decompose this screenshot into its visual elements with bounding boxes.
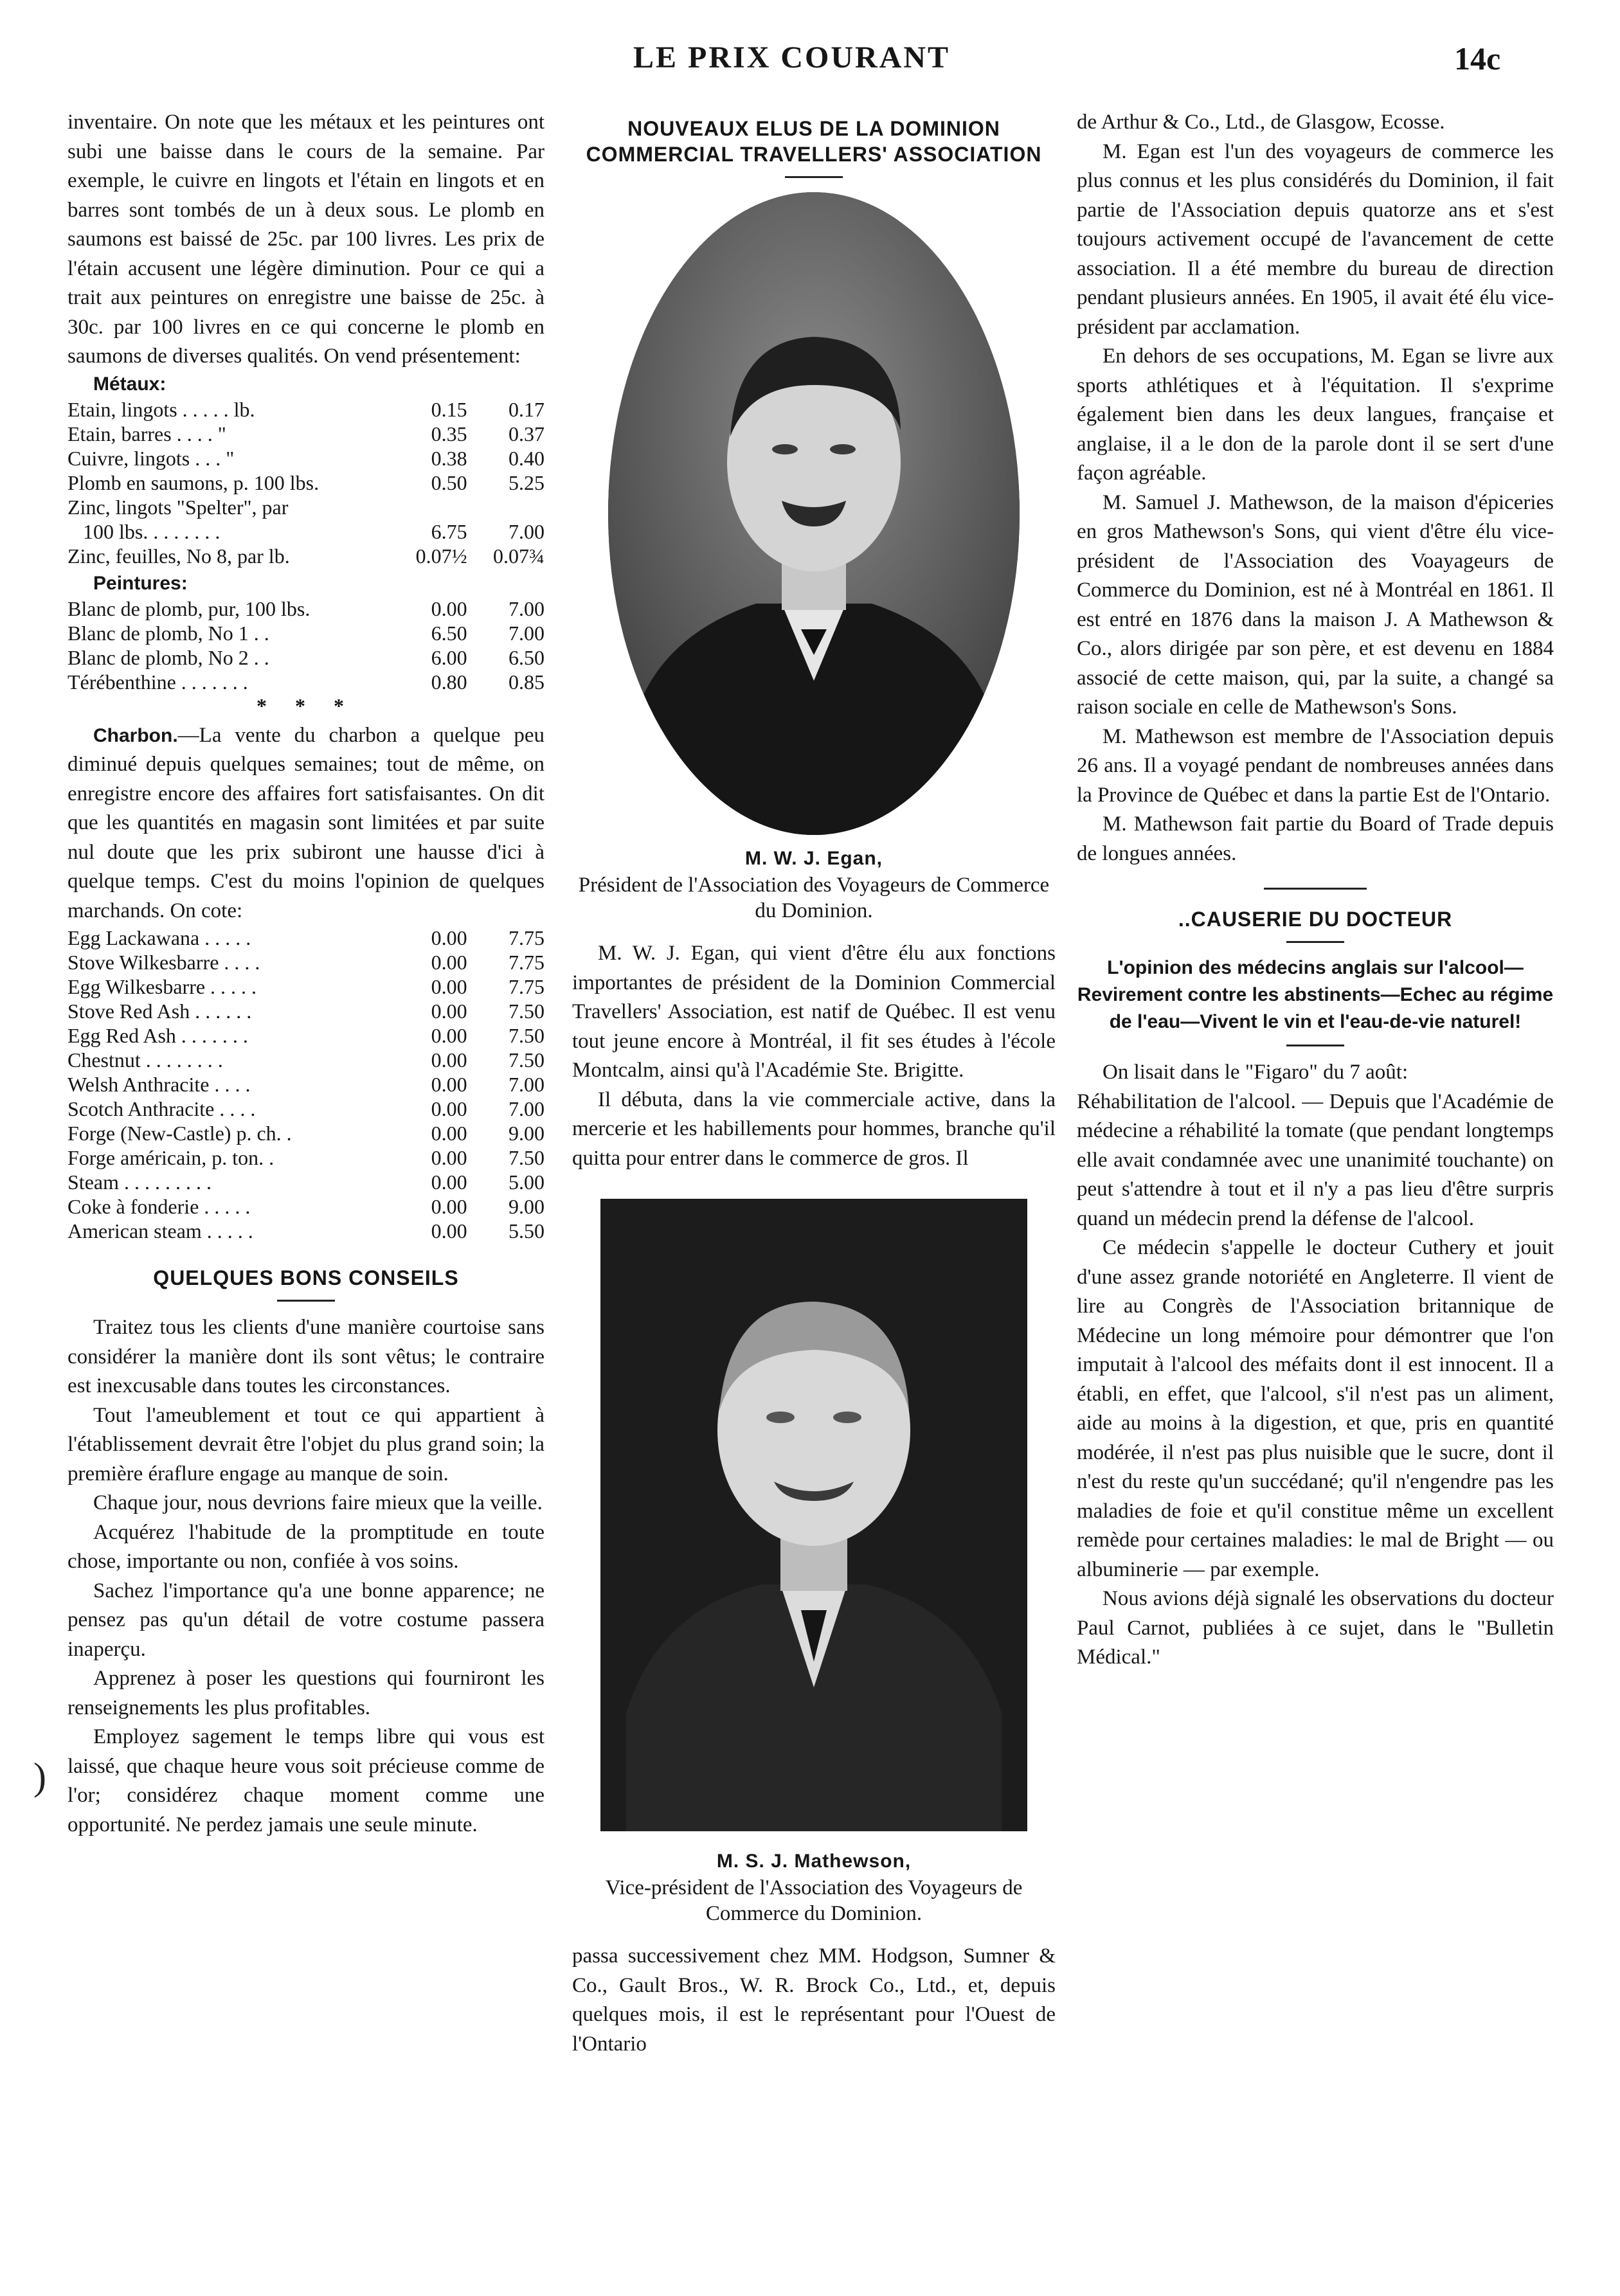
price-row bbox=[68, 670, 544, 694]
price-row bbox=[68, 596, 544, 621]
price-low: 0.35 bbox=[431, 422, 467, 445]
price-row bbox=[68, 950, 544, 974]
price-low: 0.00 bbox=[431, 1122, 467, 1145]
price-low: 0.00 bbox=[431, 926, 467, 949]
article-title: NOUVEAUX ELUS DE LA DOMINION COMMERCIAL TRAVELLERS' ASSOCIATION bbox=[586, 117, 1042, 166]
charbon-paragraph bbox=[68, 721, 544, 926]
price-high: 5.50 bbox=[509, 1219, 544, 1242]
price-item-label: Térébenthine . . . . . . . bbox=[68, 670, 248, 694]
price-item-label: Scotch Anthracite . . . . bbox=[68, 1097, 256, 1120]
price-row bbox=[68, 519, 544, 544]
metaux-price-table bbox=[68, 397, 544, 568]
price-item-label: 100 lbs. . . . . . . . bbox=[68, 519, 221, 543]
price-low: 0.00 bbox=[431, 1195, 467, 1218]
price-item-label: Stove Wilkesbarre . . . . bbox=[68, 951, 260, 974]
price-low bbox=[402, 495, 467, 519]
price-item-label: Cuivre, lingots . . . " bbox=[68, 446, 235, 470]
portrait-egan bbox=[608, 192, 1020, 835]
section-stars: * * * bbox=[256, 694, 356, 717]
peintures-heading: Peintures: bbox=[93, 572, 188, 594]
price-item-label: Egg Wilkesbarre . . . . . bbox=[68, 975, 257, 998]
price-item-label: Stove Red Ash . . . . . . bbox=[68, 1000, 252, 1023]
article-paragraph: En dehors de ses occupations, M. Egan se livre aux sports athlétiques et à l'équitation. Il s'exprime également bien dans les deux langues, française et anglaise, il a le don de la parole dont il se sert d'une façon agréable. bbox=[1077, 345, 1554, 485]
column-right bbox=[1077, 108, 1554, 1673]
egan-caption-role: Président de l'Association des Voyageurs de Commerce du Dominion. bbox=[578, 874, 1050, 922]
article-paragraph: On lisait dans le "Figaro" du 7 août: bbox=[1102, 1061, 1408, 1084]
price-row bbox=[68, 471, 544, 495]
price-item-label: Blanc de plomb, No 2 . . bbox=[68, 645, 269, 669]
conseils-list bbox=[68, 1313, 544, 1840]
price-high: 7.00 bbox=[509, 596, 544, 620]
biography-continued bbox=[1077, 108, 1554, 868]
advice-paragraph: Apprenez à poser les questions qui fourniront les renseignements les plus profitables. bbox=[68, 1667, 544, 1719]
article-paragraph: M. Mathewson fait partie du Board of Trade depuis de longues années. bbox=[1077, 812, 1554, 865]
page-header bbox=[0, 31, 1620, 85]
price-low: 0.00 bbox=[431, 1048, 467, 1072]
mathewson-caption-role: Vice-président de l'Association des Voyageurs de Commerce du Dominion. bbox=[605, 1876, 1023, 1925]
price-low: 0.00 bbox=[431, 1097, 467, 1120]
price-low: 0.00 bbox=[431, 975, 467, 998]
article-paragraph: Ce médecin s'appelle le docteur Cuthery et jouit d'une assez grande notoriété en Angleterre. Il vient de lire au Congrès de l'Association britannique de Médecine un long mémoire pour démontrer que l'on imputait à l'alcool des méfaits dont il est innocent. Il a établi, en effet, que l'alcool, s'il n'est pas un aliment, aide au moins à la digestion, et que, pris en quantité modérée, il n'est pas plus nuisible que le sucre, dont il n'est du reste qu'un succédané; qu'il n'engendre pas les maladies de foie et qu'il constitue même un excellent remède pour certaines maladies: le mal de Bright — ou albuminerie — par exemple. bbox=[1077, 1236, 1554, 1581]
article-paragraph: M. Egan est l'un des voyageurs de commerce les plus connus et les plus considérés du Dominion, il fait partie de l'Association depuis quatorze ans et s'est toujours activement occupé de l'avancement de cette association. Il a été membre du bureau de direction pendant plusieurs années. En 1905, il avait été élu vice-président par acclamation. bbox=[1077, 139, 1554, 339]
advice-paragraph: Acquérez l'habitude de la promptitude en toute chose, importante ou non, confiée à vos soins. bbox=[68, 1520, 544, 1573]
price-item-label: Blanc de plomb, pur, 100 lbs. bbox=[68, 596, 310, 620]
price-row bbox=[68, 645, 544, 670]
price-item-label: Zinc, lingots "Spelter", par bbox=[68, 495, 289, 519]
price-item-label: Etain, barres . . . . " bbox=[68, 422, 226, 445]
price-high: 7.50 bbox=[509, 1024, 544, 1047]
metaux-heading: Métaux: bbox=[93, 373, 166, 395]
price-high bbox=[467, 495, 544, 519]
price-high: 0.17 bbox=[509, 397, 544, 421]
price-row bbox=[68, 926, 544, 950]
egan-article bbox=[572, 939, 1056, 1173]
price-row bbox=[68, 999, 544, 1023]
price-low: 6.75 bbox=[431, 519, 467, 543]
price-high: 0.40 bbox=[509, 446, 544, 470]
price-row bbox=[68, 1072, 544, 1097]
price-high: 7.50 bbox=[509, 1048, 544, 1072]
price-high: 7.00 bbox=[509, 519, 544, 543]
price-item-label: Coke à fonderie . . . . . bbox=[68, 1195, 251, 1218]
title-rule bbox=[277, 1300, 335, 1302]
subtitle-rule bbox=[1286, 1045, 1344, 1046]
price-low: 0.00 bbox=[431, 596, 467, 620]
price-item-label: American steam . . . . . bbox=[68, 1219, 253, 1242]
price-item-label: Chestnut . . . . . . . . bbox=[68, 1048, 223, 1072]
causerie-subtitle: L'opinion des médecins anglais sur l'alcool—Revirement contre les abstinents—Echec au régime de l'eau—Vivent le vin et l'eau-de-vie naturel! bbox=[1077, 957, 1554, 1032]
conseils-title: QUELQUES BONS CONSEILS bbox=[153, 1266, 459, 1289]
price-low: 0.00 bbox=[431, 1146, 467, 1169]
price-low: 0.00 bbox=[431, 1170, 467, 1194]
margin-bracket-mark: ) bbox=[33, 1755, 46, 1798]
price-row bbox=[68, 422, 544, 446]
price-high: 7.00 bbox=[509, 1097, 544, 1120]
price-high: 0.85 bbox=[509, 670, 544, 694]
portrait-mathewson bbox=[600, 1199, 1027, 1831]
price-row bbox=[68, 495, 544, 519]
price-low: 0.00 bbox=[431, 1219, 467, 1242]
journal-title: LE PRIX COURANT bbox=[633, 40, 951, 75]
price-low: 6.50 bbox=[431, 621, 467, 645]
price-high: 6.50 bbox=[509, 645, 544, 669]
charbon-lead: Charbon. bbox=[93, 724, 178, 746]
price-low: 0.00 bbox=[431, 1000, 467, 1023]
charbon-text: —La vente du charbon a quelque peu diminué depuis quelques semaines; tout de même, on enregistre encore des affaires fort satisfaisantes. On dit que les quantités en magasin sont limitées et par suite nul doute que les prix subiront une hausse d'ici à quelque temps. C'est du moins l'opinion de quelques marchands. On cote: bbox=[68, 723, 544, 922]
price-row bbox=[68, 1023, 544, 1048]
price-item-label: Blanc de plomb, No 1 . . bbox=[68, 621, 269, 645]
title-rule bbox=[785, 176, 843, 178]
egan-caption-name: M. W. J. Egan, bbox=[744, 848, 883, 869]
advice-paragraph: Traitez tous les clients d'une manière courtoise sans considérer la manière dont ils sont vêtus; le contraire est inexcusable dans toutes les circonstances. bbox=[68, 1316, 544, 1397]
portrait-egan-illustration bbox=[608, 192, 1020, 835]
article-paragraph: Nous avions déjà signalé les observations du docteur Paul Carnot, publiées à ce sujet, dans le "Bulletin Médical." bbox=[1077, 1587, 1554, 1669]
price-low: 0.00 bbox=[431, 1073, 467, 1096]
mathewson-caption-name: M. S. J. Mathewson, bbox=[716, 1851, 912, 1872]
article-paragraph: M. Samuel J. Mathewson, de la maison d'épiceries en gros Mathewson's Sons, qui vient d'être élu vice-président de l'Association des Voayageurs de Commerce du Dominion, est né à Montréal en 1861. Il est entré en 1876 dans la maison J. A Mathewson & Co., alors dirigée par son père, et est devenu en 1884 associé de cette maison, qui, par la suite, a changé sa raison sociale en celle de Mathewson's Sons. bbox=[1077, 490, 1554, 719]
price-high: 9.00 bbox=[509, 1122, 544, 1145]
egan-article-continued: passa successivement chez MM. Hodgson, Sumner & Co., Gault Bros., W. R. Brock Co., Ltd., et, depuis quelques mois, il est le représentant pour l'Ouest de l'Ontario bbox=[572, 1944, 1056, 2056]
price-item-label: Egg Lackawana . . . . . bbox=[68, 926, 251, 949]
price-high: 9.00 bbox=[509, 1195, 544, 1218]
advice-paragraph: Chaque jour, nous devrions faire mieux que la veille. bbox=[93, 1491, 543, 1514]
price-row bbox=[68, 1048, 544, 1072]
price-high: 7.75 bbox=[509, 951, 544, 974]
article-paragraph: Réhabilitation de l'alcool. — Depuis que l'Académie de médecine a réhabilité la tomate (que pendant longtemps elle avait condamnée avec une unanimité touchante) on peut s'attendre à tout et il n'y a pas lieu d'être surpris quand un médecin prend la défense de l'alcool. bbox=[1077, 1090, 1554, 1230]
price-row bbox=[68, 621, 544, 645]
price-item-label: Zinc, feuilles, No 8, par lb. bbox=[68, 544, 290, 568]
price-item-label: Plomb en saumons, p. 100 lbs. bbox=[68, 471, 320, 494]
price-row bbox=[68, 397, 544, 422]
causerie-article bbox=[1077, 1058, 1554, 1673]
price-high: 0.37 bbox=[509, 422, 544, 445]
article-paragraph: de Arthur & Co., Ltd., de Glasgow, Ecosse. bbox=[1077, 111, 1445, 134]
price-item-label: Egg Red Ash . . . . . . . bbox=[68, 1024, 248, 1047]
price-row bbox=[68, 1194, 544, 1219]
price-row bbox=[68, 1121, 544, 1145]
price-high: 7.00 bbox=[509, 1073, 544, 1096]
price-high: 7.50 bbox=[509, 1146, 544, 1169]
price-item-label: Welsh Anthracite . . . . bbox=[68, 1073, 251, 1096]
peintures-price-table bbox=[68, 596, 544, 694]
price-high: 5.25 bbox=[509, 471, 544, 494]
price-row bbox=[68, 1219, 544, 1243]
page-number: 14c bbox=[1454, 40, 1501, 76]
price-row bbox=[68, 1170, 544, 1194]
price-high: 7.75 bbox=[509, 975, 544, 998]
price-item-label: Forge américain, p. ton. . bbox=[68, 1146, 274, 1169]
causerie-title: ..CAUSERIE DU DOCTEUR bbox=[1178, 908, 1453, 931]
price-row bbox=[68, 446, 544, 471]
price-item-label: Forge (New-Castle) p. ch. . bbox=[68, 1122, 292, 1145]
column-left bbox=[68, 108, 544, 1840]
title-rule bbox=[1286, 941, 1344, 943]
advice-paragraph: Sachez l'importance qu'a une bonne apparence; ne pensez pas qu'un détail de votre costume passera inaperçu. bbox=[68, 1579, 544, 1661]
price-low: 0.00 bbox=[431, 1024, 467, 1047]
portrait-mathewson-illustration bbox=[600, 1199, 1027, 1831]
price-item-label: Steam . . . . . . . . . bbox=[68, 1170, 212, 1194]
price-low: 0.15 bbox=[431, 397, 467, 421]
price-low: 0.50 bbox=[431, 471, 467, 494]
price-row bbox=[68, 1097, 544, 1121]
price-high: 5.00 bbox=[509, 1170, 544, 1194]
price-high: 0.07¾ bbox=[493, 544, 544, 568]
price-high: 7.00 bbox=[509, 621, 544, 645]
charbon-price-table bbox=[68, 926, 544, 1243]
advice-paragraph: Tout l'ameublement et tout ce qui appartient à l'établissement devrait être l'objet du plus grand soin; la première éraflure engage au manque de soin. bbox=[68, 1403, 544, 1485]
section-rule bbox=[1264, 888, 1367, 890]
advice-paragraph: Employez sagement le temps libre qui vous est laissé, que chaque heure vous soit précieuse comme de l'or; considérez chaque moment comme une opportunité. Ne perdez jamais une seule minute. bbox=[68, 1725, 544, 1836]
column-center bbox=[572, 108, 1056, 2059]
price-low: 0.00 bbox=[431, 951, 467, 974]
price-low: 0.07½ bbox=[415, 544, 467, 568]
price-row bbox=[68, 544, 544, 568]
price-high: 7.50 bbox=[509, 1000, 544, 1023]
article-paragraph: Il débuta, dans la vie commerciale active, dans la mercerie et les habillements pour hommes, branche qu'il quitta pour entrer dans le commerce de gros. Il bbox=[572, 1088, 1056, 1170]
price-low: 0.80 bbox=[431, 670, 467, 694]
price-item-label: Etain, lingots . . . . . lb. bbox=[68, 397, 255, 421]
market-intro: inventaire. On note que les métaux et les peintures ont subi une baisse dans le cours de la semaine. Par exemple, le cuivre en lingots et l'étain en lingots et en barres sont tombés de un à deux sous. Le plomb en saumons est baissé de 25c. par 100 livres. Les prix de l'étain accusent une légère diminution. Pour ce qui a trait aux peintures on enregistre une baisse de 25c. à 30c. par 100 livres en ce qui concerne le plomb en saumons de diverses qualités. On vend présentement: bbox=[68, 111, 544, 368]
price-row bbox=[68, 1145, 544, 1170]
price-low: 6.00 bbox=[431, 645, 467, 669]
price-low: 0.38 bbox=[431, 446, 467, 470]
price-high: 7.75 bbox=[509, 926, 544, 949]
article-paragraph: M. W. J. Egan, qui vient d'être élu aux fonctions importantes de président de la Dominion Commercial Travellers' Association, est natif de Québec. Il est venu tout jeune encore à Montréal, il fit ses études à l'école Montcalm, ainsi qu'à l'Académie Ste. Brigitte. bbox=[572, 942, 1056, 1082]
article-paragraph: M. Mathewson est membre de l'Association depuis 26 ans. Il a voyagé pendant de nombreuses années dans la Province de Québec et dans la partie Est de l'Ontario. bbox=[1077, 724, 1554, 807]
price-row bbox=[68, 974, 544, 999]
